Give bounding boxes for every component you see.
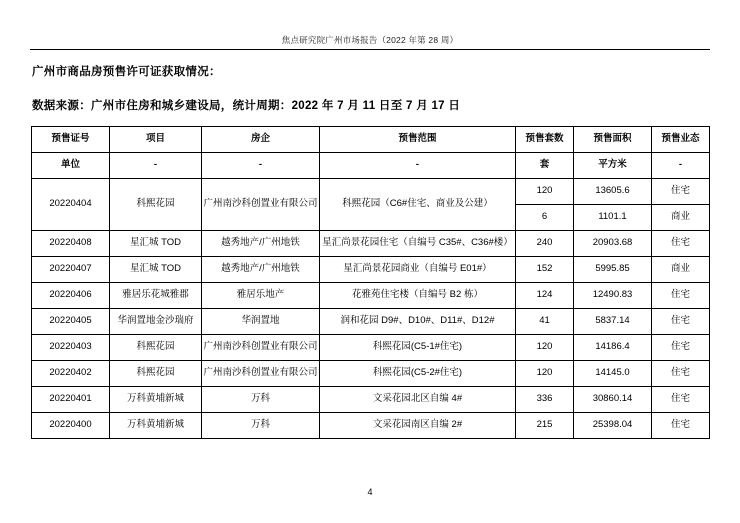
header-divider (30, 49, 710, 50)
cell-type: 住宅 (652, 335, 710, 361)
cell-project: 星汇城 TOD (110, 231, 202, 257)
cell-project: 万科黄埔新城 (110, 413, 202, 439)
cell-scope: 科熙花园(C5-1#住宅) (320, 335, 516, 361)
units-cell-6: - (652, 153, 710, 179)
cell-units: 6 (516, 205, 574, 231)
cell-area: 14145.0 (574, 361, 652, 387)
cell-units: 120 (516, 335, 574, 361)
cell-area: 14186.4 (574, 335, 652, 361)
cell-developer: 万科 (202, 413, 320, 439)
cell-area: 5837.14 (574, 309, 652, 335)
cell-developer: 华润置地 (202, 309, 320, 335)
data-source-note: 数据来源：广州市住房和城乡建设局，统计周期：2022 年 7 月 11 日至 7 月 17 日 (32, 100, 461, 112)
column-header-project: 项目 (110, 127, 202, 153)
cell-units: 120 (516, 361, 574, 387)
cell-type: 住宅 (652, 309, 710, 335)
presale-permit-table (31, 126, 710, 439)
cell-cert: 20220408 (32, 231, 110, 257)
cell-developer: 广州南沙科创置业有限公司 (202, 361, 320, 387)
table-row (32, 231, 710, 257)
cell-project: 雅居乐花城雅郡 (110, 283, 202, 309)
units-cell-4: 套 (516, 153, 574, 179)
column-header-area: 预售面积 (574, 127, 652, 153)
page-title: 广州市商品房预售许可证获取情况： (32, 66, 221, 78)
cell-scope: 文采花园南区自编 2# (320, 413, 516, 439)
cell-scope: 文采花园北区自编 4# (320, 387, 516, 413)
cell-project: 万科黄埔新城 (110, 387, 202, 413)
cell-cert: 20220406 (32, 283, 110, 309)
cell-project: 科熙花园 (110, 361, 202, 387)
cell-scope: 星汇尚景花园住宅（自编号 C35#、C36#楼） (320, 231, 516, 257)
cell-units: 240 (516, 231, 574, 257)
cell-area: 5995.85 (574, 257, 652, 283)
cell-scope: 润和花园 D9#、D10#、D11#、D12# (320, 309, 516, 335)
table-row (32, 179, 710, 205)
cell-area: 12490.83 (574, 283, 652, 309)
page-number: 4 (367, 487, 373, 497)
cell-units: 215 (516, 413, 574, 439)
units-cell-5: 平方米 (574, 153, 652, 179)
cell-area: 20903.68 (574, 231, 652, 257)
cell-area: 25398.04 (574, 413, 652, 439)
cell-project: 华润置地金沙瑞府 (110, 309, 202, 335)
cell-area: 13605.6 (574, 179, 652, 205)
table-row (32, 335, 710, 361)
cell-project: 星汇城 TOD (110, 257, 202, 283)
cell-type: 住宅 (652, 361, 710, 387)
table-header-row (32, 127, 710, 153)
cell-area: 30860.14 (574, 387, 652, 413)
cell-area: 1101.1 (574, 205, 652, 231)
units-cell-1: - (110, 153, 202, 179)
cell-units: 152 (516, 257, 574, 283)
cell-cert: 20220401 (32, 387, 110, 413)
cell-type: 商业 (652, 205, 710, 231)
cell-type: 住宅 (652, 387, 710, 413)
table-row (32, 257, 710, 283)
running-header: 焦点研究院广州市场报告（2022 年第 28 周） (281, 35, 459, 45)
cell-units: 124 (516, 283, 574, 309)
cell-developer: 越秀地产/广州地铁 (202, 257, 320, 283)
cell-scope: 花雅苑住宅楼（自编号 B2 栋） (320, 283, 516, 309)
cell-cert: 20220403 (32, 335, 110, 361)
units-cell-3: - (320, 153, 516, 179)
cell-units: 41 (516, 309, 574, 335)
column-header-scope: 预售范围 (320, 127, 516, 153)
cell-project: 科熙花园 (110, 179, 202, 231)
cell-project: 科熙花园 (110, 335, 202, 361)
cell-units: 120 (516, 179, 574, 205)
cell-scope: 科熙花园（C6#住宅、商业及公建） (320, 179, 516, 231)
column-header-cert: 预售证号 (32, 127, 110, 153)
table-row (32, 309, 710, 335)
cell-type: 住宅 (652, 413, 710, 439)
units-cell-2: - (202, 153, 320, 179)
units-cell-0: 单位 (32, 153, 110, 179)
cell-type: 商业 (652, 257, 710, 283)
cell-cert: 20220405 (32, 309, 110, 335)
column-header-developer: 房企 (202, 127, 320, 153)
cell-scope: 星汇尚景花园商业（自编号 E01#） (320, 257, 516, 283)
cell-type: 住宅 (652, 283, 710, 309)
cell-developer: 广州南沙科创置业有限公司 (202, 335, 320, 361)
table-units-row (32, 153, 710, 179)
cell-cert: 20220402 (32, 361, 110, 387)
cell-type: 住宅 (652, 231, 710, 257)
cell-developer: 广州南沙科创置业有限公司 (202, 179, 320, 231)
table-row (32, 413, 710, 439)
cell-units: 336 (516, 387, 574, 413)
cell-scope: 科熙花园(C5-2#住宅) (320, 361, 516, 387)
column-header-type: 预售业态 (652, 127, 710, 153)
cell-type: 住宅 (652, 179, 710, 205)
table-row (32, 361, 710, 387)
cell-cert: 20220400 (32, 413, 110, 439)
table-row (32, 283, 710, 309)
cell-developer: 万科 (202, 387, 320, 413)
table-row (32, 387, 710, 413)
cell-cert: 20220407 (32, 257, 110, 283)
cell-developer: 雅居乐地产 (202, 283, 320, 309)
column-header-units: 预售套数 (516, 127, 574, 153)
cell-cert: 20220404 (32, 179, 110, 231)
cell-developer: 越秀地产/广州地铁 (202, 231, 320, 257)
